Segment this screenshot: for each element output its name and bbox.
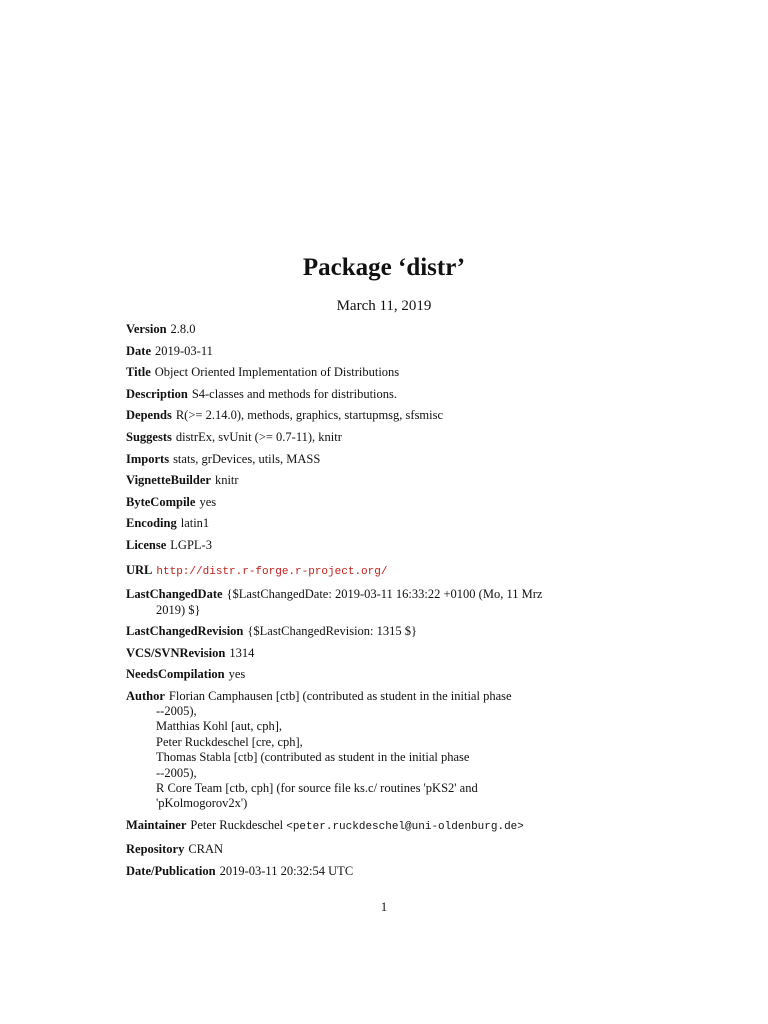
field-version (126, 321, 546, 337)
field-key: Suggests (126, 429, 172, 444)
field-value: 1314 (229, 645, 255, 660)
field-value: latin1 (180, 516, 210, 531)
field-repository (126, 841, 546, 857)
page-number: 1 (380, 900, 388, 914)
author-line: R Core Team [ctb, cph] (for source file ks.c/ routines 'pKS2' and (156, 780, 478, 795)
field-key: LastChangedRevision (126, 624, 244, 639)
field-description (126, 386, 546, 402)
field-key: ByteCompile (126, 494, 196, 509)
description-fields (126, 321, 546, 884)
author-continuation (126, 704, 546, 812)
field-date (126, 343, 546, 359)
field-key: Maintainer (126, 818, 187, 833)
field-key: Author (126, 688, 165, 703)
author-line: --2005), (156, 765, 197, 780)
field-depends (126, 407, 546, 423)
field-key: License (126, 537, 167, 552)
field-date-publication (126, 863, 546, 879)
field-license (126, 537, 546, 553)
field-suggests (126, 429, 546, 445)
field-imports (126, 451, 546, 467)
author-line: 'pKolmogorov2x') (156, 796, 248, 811)
field-vignettebuilder (126, 472, 546, 488)
maintainer-email: <peter.ruckdeschel@uni-oldenburg.de> (286, 821, 524, 834)
author-line: Matthias Kohl [aut, cph], (156, 719, 283, 734)
author-line: Peter Ruckdeschel [cre, cph], (156, 734, 303, 749)
field-value: {$LastChangedRevision: 1315 $} (247, 624, 418, 639)
author-line: Thomas Stabla [ctb] (contributed as student in the initial phase (156, 750, 470, 765)
field-bytecompile (126, 494, 546, 510)
field-key: Description (126, 386, 188, 401)
field-value: 2.8.0 (170, 322, 196, 336)
field-key: Version (126, 322, 167, 336)
field-value: R(>= 2.14.0), methods, graphics, startupmsg, sfsmisc (175, 408, 444, 423)
field-value: Florian Camphausen [ctb] (contributed as student in the initial phase (168, 688, 512, 703)
field-key: Depends (126, 408, 172, 423)
field-value: {$LastChangedDate: 2019-03-11 16:33:22 +0100 (Mo, 11 Mrz 2019) $} (156, 586, 543, 617)
field-value: yes (228, 667, 246, 682)
field-needscompilation (126, 666, 546, 682)
field-key: URL (126, 562, 153, 577)
field-value: 2019-03-11 (155, 343, 213, 358)
field-key: VignetteBuilder (126, 473, 211, 488)
field-key: Title (126, 365, 151, 380)
field-value: stats, grDevices, utils, MASS (173, 451, 321, 466)
field-key: Date (126, 343, 151, 358)
field-value: knitr (214, 473, 239, 488)
field-author (126, 688, 546, 812)
field-key: LastChangedDate (126, 586, 223, 601)
field-value: 2019-03-11 20:32:54 UTC (219, 863, 354, 878)
field-lastchangeddate (126, 586, 546, 618)
field-key: VCS/SVNRevision (126, 645, 226, 660)
field-key: Repository (126, 841, 185, 856)
field-key: Imports (126, 451, 170, 466)
field-value: LGPL-3 (170, 537, 212, 552)
package-date: March 11, 2019 (336, 298, 432, 314)
url-link[interactable]: http://distr.r-forge.r-project.org/ (156, 565, 388, 578)
field-value: Object Oriented Implementation of Distributions (154, 365, 400, 380)
field-value: CRAN (188, 841, 224, 856)
field-key: Encoding (126, 516, 177, 531)
field-url (126, 562, 546, 580)
field-value: yes (199, 494, 217, 509)
field-vcs-svnrevision (126, 645, 546, 661)
field-title (126, 364, 546, 380)
field-key: Date/Publication (126, 863, 216, 878)
maintainer-name: Peter Ruckdeschel (190, 818, 284, 833)
field-value: S4-classes and methods for distributions. (191, 386, 398, 401)
author-line: --2005), (156, 703, 197, 718)
package-title: Package ‘distr’ (302, 254, 466, 281)
field-maintainer (126, 817, 546, 835)
field-key: NeedsCompilation (126, 667, 225, 682)
field-lastchangedrevision (126, 623, 546, 639)
author-first-line (126, 688, 546, 704)
field-value: distrEx, svUnit (>= 0.7-11), knitr (175, 429, 342, 444)
field-encoding (126, 515, 546, 531)
